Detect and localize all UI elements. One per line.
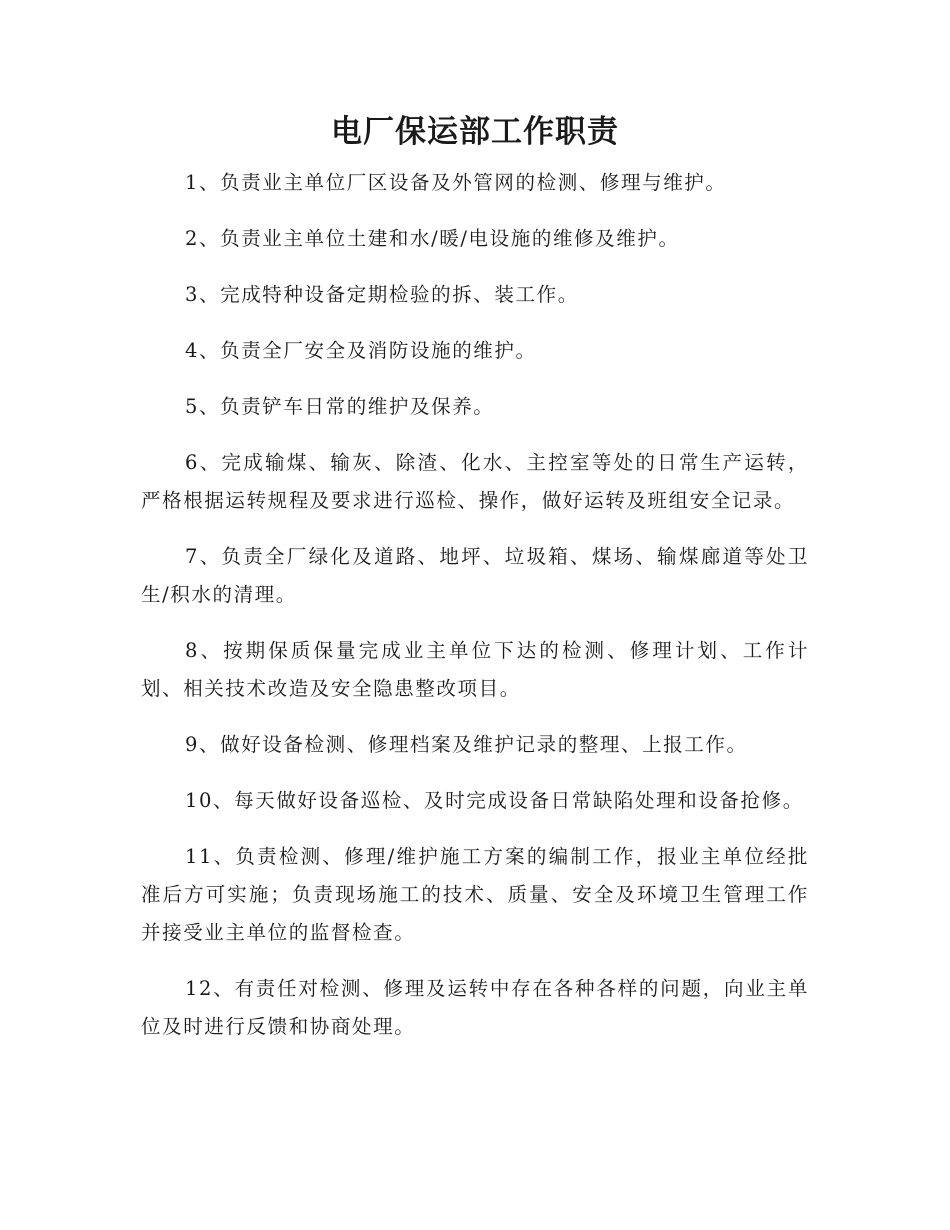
paragraph-6: 6、完成输煤、输灰、除渣、化水、主控室等处的日常生产运转，严格根据运转规程及要求进行巡检、操作，做好运转及班组安全记录。 xyxy=(141,451,809,512)
document-body xyxy=(141,164,809,1064)
paragraph-3: 3、完成特种设备定期检验的拆、装工作。 xyxy=(185,283,579,306)
paragraph-12: 12、有责任对检测、修理及运转中存在各种各样的问题，向业主单位及时进行反馈和协商处理。 xyxy=(141,977,809,1038)
paragraph-10: 10、每天做好设备巡检、及时完成设备日常缺陷处理和设备抢修。 xyxy=(185,789,804,812)
paragraph-11: 11、负责检测、修理/维护施工方案的编制工作，报业主单位经批准后方可实施；负责现场施工的技术、质量、安全及环境卫生管理工作并接受业主单位的监督检查。 xyxy=(141,845,809,944)
document-title: 电厂保运部工作职责 xyxy=(331,114,619,150)
paragraph-9: 9、做好设备检测、修理档案及维护记录的整理、上报工作。 xyxy=(185,733,748,756)
paragraph-2: 2、负责业主单位土建和水/暖/电设施的维修及维护。 xyxy=(185,227,680,250)
paragraph-1: 1、负责业主单位厂区设备及外管网的检测、修理与维护。 xyxy=(185,171,727,194)
paragraph-8: 8、按期保质保量完成业主单位下达的检测、修理计划、工作计划、相关技术改造及安全隐患整改项目。 xyxy=(141,639,809,700)
paragraph-5: 5、负责铲车日常的维护及保养。 xyxy=(185,395,495,418)
paragraph-4: 4、负责全厂安全及消防设施的维护。 xyxy=(185,339,537,362)
paragraph-7: 7、负责全厂绿化及道路、地坪、垃圾箱、煤场、输煤廊道等处卫生/积水的清理。 xyxy=(141,545,809,606)
